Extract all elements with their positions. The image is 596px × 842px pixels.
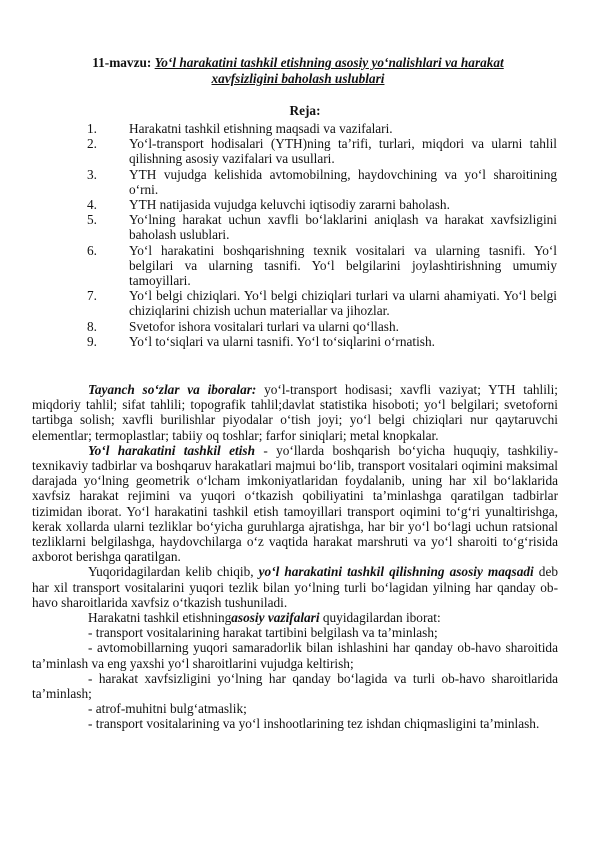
tasks-lead: asosiy vazifalari <box>231 610 320 626</box>
plan-heading: Reja: <box>289 103 321 118</box>
keywords-text: yo‘l-transport hodisasi; xavfli vaziyat; YTH tahlili; miqdoriy tahlil; sifat tahlili; topografik tahlil;davlat statistika hisoboti; yo‘l belgilari; svetoforni tartibga solish; xavfli burilishlar piyodalar o‘tish joyi; yo‘l belgi chiziqlari nur qaytaruvchi elementlar; termoplastlar; tabiiy oq toshlar; farfor siniqlari; metal knopkalar. <box>32 382 558 443</box>
plan-item-number: 3. <box>87 166 97 182</box>
plan-item-text: Svetofor ishora vositalari turlari va ularni qo‘llash. <box>129 318 399 334</box>
plan-item-text: Yo‘l belgi chiziqlari. Yo‘l belgi chiziqlari turlari va ularni ahamiyati. Yo‘l belgi chiziqlarini chizish uchun materiallar va jihozlar. <box>129 288 557 319</box>
tasks-before: Harakatni tashkil etishning <box>88 610 232 626</box>
goal-before: Yuqoridagilardan kelib chiqib, <box>88 564 259 580</box>
task-item: - transport vositalarining va yo‘l inshootlarining tez ishdan chiqmasligini ta’minlash. <box>88 716 540 732</box>
tasks-paragraph <box>32 610 558 625</box>
definition-paragraph <box>32 443 558 565</box>
plan-item-number: 7. <box>87 288 97 304</box>
plan-item <box>87 136 557 166</box>
goal-paragraph <box>32 564 558 610</box>
plan-item <box>87 319 557 334</box>
task-item: - avtomobillarning yuqori samaradorlik bilan ishlashini har qanday ob-havo sharoitida ta’minlash va eng yaxshi yo‘l sharoitlarini vujudga keltirish; <box>32 640 558 671</box>
plan-item-text: Yo‘l harakatini boshqarishning texnik vositalari va ularning tasnifi. Yo‘l belgilari va ularning tasnifi. Yo‘l belgilarini joylashtirishning umumiy tamoyillari. <box>129 242 557 289</box>
plan-item-text: Harakatni tashkil etishning maqsadi va vazifalari. <box>129 121 393 136</box>
plan-item <box>87 197 557 212</box>
goal-after: deb har xil transport vositalarini yuqori tezlik bilan yo‘lning turli bo‘lagidan yilning har qanday ob-havo sharoitlarida xavfsiz o‘tkazish tushuniladi. <box>32 564 558 610</box>
keywords-paragraph <box>32 382 558 443</box>
tasks-after: quyidagilardan iborat: <box>319 610 441 626</box>
goal-lead: yo‘l harakatini tashkil qilishning asosiy maqsadi <box>258 564 534 580</box>
plan-item <box>87 288 557 318</box>
page-title <box>60 55 536 87</box>
definition-text: - yo‘llarda boshqarish bo‘yicha huquqiy, tashkiliy-texnikaviy tadbirlar va boshqaruv harakatlari majmui bo‘lib, transport vositalari oqimini maksimal darajada yo‘lning geometrik o‘lcham imkoniyatlaridan foydalanib, uning har xil bo‘laklarida xavfsiz harakat rejimini va yuqori o‘tkazish qobiliyatini ta’minlashga qaratilgan tadbirlar tizimidan iborat. Yo‘l harakatini tashkil etish tamoyillari transport oqimini to‘g‘ri yunaltirishga, kerak xollarda ularni tezliklar bo‘yicha guruhlarga ajratishga, har bir yo‘l bo‘lagi uchun ratsional tezliklarni belgilashga, haydovchilarga o‘z vaqtida harakat marshruti va yo‘l sharoiti to‘g‘risida axborot berishga qaratilgan. <box>32 442 558 565</box>
plan-item-text: Yo‘l to‘siqlari va ularni tasnifi. Yo‘l to‘siqlarini o‘rnatish. <box>129 333 435 349</box>
plan-item <box>87 212 557 242</box>
plan-item-number: 2. <box>87 136 97 152</box>
plan-item-number: 9. <box>87 333 97 349</box>
plan-item-text: YTH vujudga kelishida avtomobilning, haydovchining va yo‘l sharoitining o‘rni. <box>129 166 557 197</box>
plan-item-text: Yo‘lning harakat uchun xavfli bo‘laklarini aniqlash va harakat xavfsizligini baholash uslublari. <box>129 212 557 243</box>
task-item: - transport vositalarining harakat tartibini belgilash va ta’minlash; <box>88 625 438 641</box>
plan-item-text: Yo‘l-transport hodisalari (YTH)ning ta’rifi, turlari, miqdori va ularni tahlil qilishning asosiy vazifalari va usullari. <box>129 136 557 167</box>
plan-item <box>87 121 557 136</box>
plan-item <box>87 167 557 197</box>
plan-item-number: 1. <box>87 121 97 136</box>
plan-item-number: 8. <box>87 318 97 334</box>
task-item: - atrof-muhitni bulg‘atmaslik; <box>88 701 247 717</box>
definition-lead: Yo‘l harakatini tashkil etish <box>88 442 255 458</box>
document-body <box>32 382 558 732</box>
plan-item-number: 5. <box>87 212 97 228</box>
plan-item <box>87 334 557 349</box>
plan-list <box>87 121 557 349</box>
keywords-lead: Tayanch so‘zlar va iboralar: <box>88 382 257 397</box>
plan-item-number: 6. <box>87 242 97 258</box>
task-item: - harakat xavfsizligini yo‘lning har qanday bo‘lagida va turli ob-havo sharoitlarida ta’minlash; <box>32 670 558 702</box>
title-topic: Yo‘l harakatini tashkil etishning asosiy yo‘nalishlari va harakat xavfsizligini baholash uslublari <box>154 55 504 86</box>
plan-item-number: 4. <box>87 197 97 213</box>
plan-item <box>87 243 557 289</box>
plan-item-text: YTH natijasida vujudga keluvchi iqtisodiy zararni baholash. <box>129 197 450 213</box>
title-prefix: 11-mavzu: <box>92 55 155 70</box>
